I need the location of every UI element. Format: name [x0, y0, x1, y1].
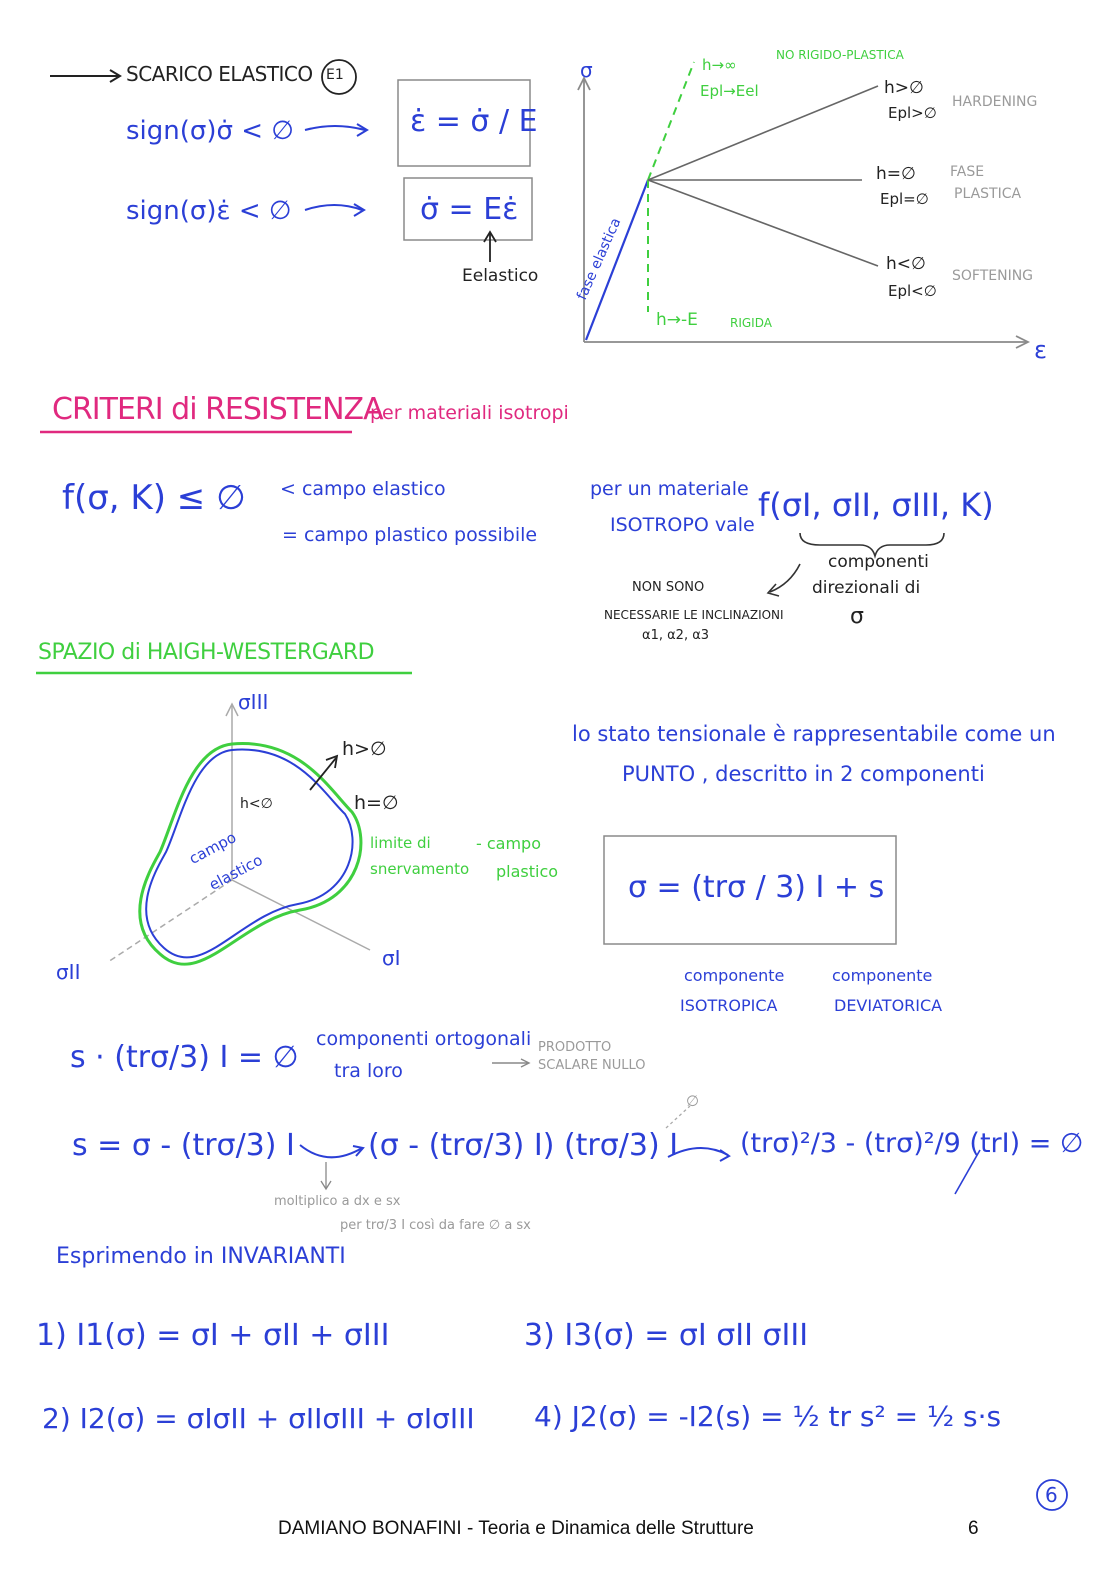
equation-stress-rate: σ̇ = Eε̇ [420, 192, 519, 227]
softening-label: SOFTENING [952, 268, 1034, 284]
sigma2-label: σII [56, 960, 81, 984]
chart-x-axis-label: ε [1034, 336, 1047, 364]
invariant-i2: 2) I2(σ) = σIσII + σIIσIII + σIσIII [42, 1402, 475, 1435]
zero-mark: ∅ [686, 1092, 700, 1110]
components-label-2: direzionali di [812, 578, 921, 598]
perfect-plastic-label-2: PLASTICA [954, 186, 1022, 202]
not-necessary-2: NECESSARIE LE INCLINAZIONI [604, 608, 784, 622]
rigid-label: RIGIDA [730, 316, 772, 330]
hardening-line [648, 86, 878, 180]
softening-epl-label: Epl<∅ [888, 282, 937, 300]
scalar-product-2: SCALARE NULLO [538, 1058, 646, 1073]
h-infinity-label: h→∞ [702, 56, 737, 74]
haigh-westergaard-diagram [108, 704, 370, 964]
h-inf-line [648, 62, 694, 180]
elastic-domain-label-1: campo [186, 828, 240, 868]
invariant-i3: 3) I3(σ) = σI σII σIII [524, 1318, 809, 1353]
haigh-heading: SPAZIO di HAIGH-WESTERGARD [38, 640, 375, 665]
bullet-plastic: = campo plastico possibile [282, 524, 538, 546]
not-necessary-3: α1, α2, α3 [642, 628, 710, 643]
hardening-epl-label: Epl>∅ [888, 104, 937, 122]
sigma3-label: σIII [238, 690, 269, 714]
isotropic-component-1: componente [684, 966, 785, 985]
orthogonal-note-2: tra loro [334, 1060, 403, 1082]
e-elastico-label: Eelastico [462, 266, 539, 286]
scarico-tag: E1 [326, 67, 344, 83]
components-label-3: σ [850, 604, 864, 629]
invariant-i1: 1) I1(σ) = σI + σII + σIII [36, 1318, 390, 1353]
isotropic-note-1: per un materiale [590, 478, 749, 500]
equation-strain-rate: ε̇ = σ̇ / E [410, 104, 538, 139]
diagram-h-pos: h>∅ [342, 738, 387, 760]
sigma1-axis [232, 880, 370, 950]
perfect-h-label: h=∅ [876, 164, 916, 184]
elastic-domain-label-2: elastico [206, 850, 266, 894]
chart-y-axis-label: σ [580, 58, 593, 82]
diagram-h-zero: h=∅ [354, 792, 399, 814]
diagram-h-neg: h<∅ [240, 796, 273, 812]
invariant-j2: 4) J2(σ) = -I2(s) = ½ tr s² = ½ s·s [534, 1400, 1002, 1433]
deviatoric-component-2: DEVIATORICA [834, 996, 943, 1015]
hardening-h-label: h>∅ [884, 78, 924, 98]
cond1-arrow [305, 126, 365, 130]
perfect-epl-label: Epl=∅ [880, 190, 929, 208]
multiply-note-2: per trσ/3 I così da fare ∅ a sx [340, 1218, 531, 1233]
plastic-domain-label-1: - campo [476, 834, 541, 853]
sigma1-label: σI [382, 946, 401, 970]
cond2-arrow [305, 205, 362, 210]
hardening-label: HARDENING [952, 94, 1038, 110]
yield-limit-label-1: limite di [370, 834, 431, 852]
deviator-equation: s = σ - (trσ/3) I [72, 1128, 295, 1163]
orthogonality-equation: s · (trσ/3) I = ∅ [70, 1040, 299, 1075]
scalar-product-1: PRODOTTO [538, 1040, 612, 1055]
invariants-heading: Esprimendo in INVARIANTI [56, 1244, 346, 1269]
h-infinity-sublabel: Epl→Eel [700, 82, 759, 100]
scarico-title: SCARICO ELASTICO [126, 62, 313, 86]
trace-result-equation: (trσ)²/3 - (trσ)²/9 (trI) = ∅ [740, 1128, 1084, 1159]
softening-line [648, 180, 878, 266]
perfect-plastic-label-1: FASE [950, 164, 985, 180]
deviatoric-component-1: componente [832, 966, 933, 985]
bullet-elastic: < campo elastico [280, 478, 446, 500]
yield-function: f(σ, K) ≤ ∅ [62, 478, 246, 518]
yield-limit-label-2: snervamento [370, 860, 470, 878]
footer-page-number: 6 [968, 1518, 979, 1539]
criteria-subheading: per materiali isotropi [370, 402, 569, 424]
orthogonal-note-1: componenti ortogonali [316, 1028, 532, 1050]
isotropic-component-2: ISOTROPICA [680, 996, 778, 1015]
footer-title: DAMIANO BONAFINI - Teoria e Dinamica delle Strutture [278, 1518, 754, 1539]
h-minus-e-label: h→-E [656, 310, 698, 330]
stress-state-note-2: PUNTO , descritto in 2 componenti [622, 762, 985, 786]
circled-page-number: 6 [1045, 1483, 1058, 1507]
deviator-product-equation: (σ - (trσ/3) I) (trσ/3) I [368, 1128, 679, 1163]
condition-2: sign(σ)ε̇ < ∅ [126, 196, 292, 226]
plastic-domain-label-2: plastico [496, 862, 559, 881]
condition-1: sign(σ)σ̇ < ∅ [126, 116, 294, 146]
isotropic-yield-function: f(σI, σII, σIII, K) [758, 486, 994, 524]
not-necessary-1: NON SONO [632, 580, 705, 595]
isotropic-note-2: ISOTROPO vale [610, 514, 755, 536]
criteria-heading: CRITERI di RESISTENZA [52, 392, 383, 427]
rigid-plastic-label: NO RIGIDO-PLASTICA [776, 48, 904, 62]
multiply-note-1: moltiplico a dx e sx [274, 1194, 401, 1209]
elastic-branch-label: fase elastica [574, 215, 625, 303]
softening-h-label: h<∅ [886, 254, 926, 274]
components-label-1: componenti [828, 552, 929, 572]
decomposition-equation: σ = (trσ / 3) I + s [628, 870, 885, 905]
stress-state-note-1: lo stato tensionale è rappresentabile come un [572, 722, 1056, 746]
